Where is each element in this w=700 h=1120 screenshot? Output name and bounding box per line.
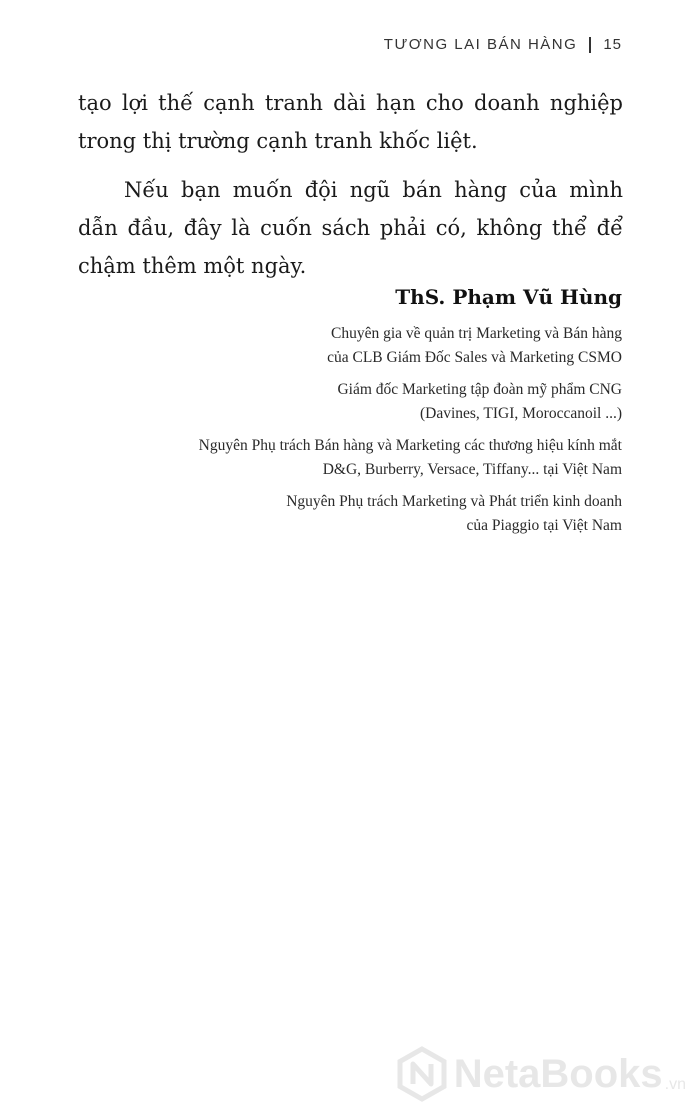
credential-line: Nguyên Phụ trách Bán hàng và Marketing các thương hiệu kính mắt <box>198 437 622 454</box>
credential-item <box>62 378 622 426</box>
watermark-suffix: .vn <box>664 1076 686 1093</box>
running-title: TƯƠNG LAI BÁN HÀNG <box>383 36 578 53</box>
credential-line: Chuyên gia về quản trị Marketing và Bán hàng <box>331 325 622 342</box>
credential-item <box>62 434 622 482</box>
credential-line: D&G, Burberry, Versace, Tiffany... tại Việt Nam <box>322 461 622 478</box>
running-header <box>384 36 622 53</box>
signature-block <box>62 282 622 546</box>
credential-item <box>62 490 622 538</box>
body-text <box>78 84 623 296</box>
paragraph: tạo lợi thế cạnh tranh dài hạn cho doanh nghiệp trong thị trường cạnh tranh khốc liệt. <box>78 91 623 153</box>
credential-line: (Davines, TIGI, Moroccanoil ...) <box>419 405 622 422</box>
credential-line: của Piaggio tại Việt Nam <box>466 517 622 534</box>
netabooks-watermark <box>396 1046 686 1102</box>
credential-line: của CLB Giám Đốc Sales và Marketing CSMO <box>327 349 622 366</box>
header-divider <box>589 37 591 53</box>
author-name: ThS. Phạm Vũ Hùng <box>395 285 622 309</box>
page-number: 15 <box>603 36 622 53</box>
watermark-brand: NetaBooks <box>453 1051 663 1096</box>
netabooks-logo-icon <box>396 1046 448 1102</box>
credential-line: Giám đốc Marketing tập đoàn mỹ phẩm CNG <box>337 381 622 398</box>
paragraph: Nếu bạn muốn đội ngũ bán hàng của mình dẫn đầu, đây là cuốn sách phải có, không thể để chậm thêm một ngày. <box>78 178 623 278</box>
credential-line: Nguyên Phụ trách Marketing và Phát triển kinh doanh <box>286 493 622 510</box>
credential-item <box>62 322 622 370</box>
